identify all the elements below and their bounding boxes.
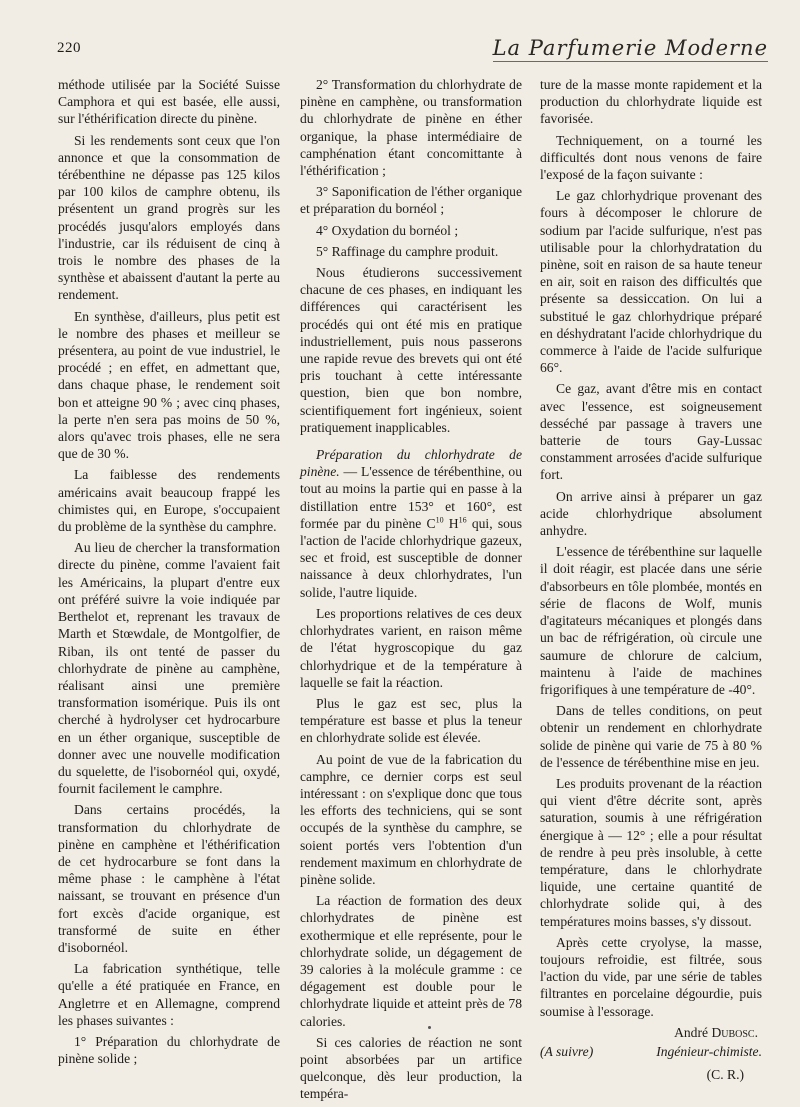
paragraph: La réaction de formation des deux chlorhydrates de pinène est exothermique et elle représente, pour le chlorhydrate solide, un dégagement de 39 calories à la molécule gramme : ce dégagement est double pour le chlorhydrate liquide et atteint près de 78 calories. (300, 893, 522, 1029)
paragraph-text: H (443, 515, 459, 531)
paragraph: On arrive ainsi à préparer un gaz acide chlorhydrique absolument anhydre. (540, 488, 762, 539)
paragraph: La fabrication synthétique, telle qu'elle a été pratiquée en France, en Angletrre et en Allemagne, comprend les phases suivantes : (58, 961, 280, 1028)
paragraph: En synthèse, d'ailleurs, plus petit est le nombre des phases et meilleur se présentera, au point de vue industriel, le procédé ; en effet, en admettant que, dans chaque phase, le rendement soit bon et atteigne 90 % ; avec cinq phases, la perte n'en sera pas moins de 50 %, alors qu'avec trois phases, elle ne sera que de 30 %. (58, 308, 280, 462)
list-item: 3° Saponification de l'éther organique et préparation du bornéol ; (300, 184, 522, 217)
initials: (C. R.) (706, 1067, 744, 1083)
paragraph: Si ces calories de réaction ne sont point absorbées par un artifice quelconque, dès leur production, la tempéra- (300, 1034, 522, 1102)
paragraph: Techniquement, on a tourné les difficultés dont nous venons de faire l'exposé de la façon suivante : (540, 132, 762, 183)
section-paragraph (300, 446, 522, 601)
paragraph: Ce gaz, avant d'être mis en contact avec l'essence, est soigneusement desséché par passage à travers une batterie de tours Gay-Lussac constamment arrosées d'acide sulfurique fort. (540, 381, 762, 483)
column-2 (300, 76, 522, 1107)
dash: — (339, 464, 362, 480)
paragraph: Les produits provenant de la réaction qui vient d'être décrite sont, après saturation, soumis à une réfrigération énergique à — 12° ; elle a pour résultat de rendre à peu près insoluble, à cette température, dans le chlorhydrate liquide, une certaine quantité de chlorhydrate solide qui, à des températures moins basses, s'y dissout. (540, 775, 762, 929)
list-item: 1° Préparation du chlorhydrate de pinène solide ; (58, 1033, 280, 1067)
paragraph: Le gaz chlorhydrique provenant des fours à décomposer le chlorure de sodium par l'acide sulfurique, n'est pas utilisable pour la chlorhydratation du pinène, soit en raison de sa haute teneur en air, soit en raison des difficultés que présente sa dessiccation. On lui a substitué le gaz chlorhydrique préparé en déshydratant l'acide chlorhydrique du commerce à l'aide de l'acide sulfurique 66°. (540, 188, 762, 376)
paragraph: Après cette cryolyse, la masse, toujours refroidie, est filtrée, sous l'action du vide, par une série de tables filtrantes en porcelaine dégourdie, puis soumise à l'essorage. (540, 934, 762, 1019)
paragraph: Au lieu de chercher la transformation directe du pinène, comme l'avaient fait les Américains, la plupart d'entre eux ont préféré suivre la voie indiquée par Berthelot et, reprenant les travaux de Marth et Stœwdale, de Montgolfier, de Riban, ils ont tenté de passer du chlorhydrate de pinène au camphène, réalisant ainsi une première transformation isomérique. Puis ils ont cherché à hydrolyser cet hydrocarbure en un éther organique, susceptible de donner avec une nouvelle modification du squelette, de l'isobornéol qui, oxydé, fournit facilement le camphre. (58, 540, 280, 797)
signature-row (540, 1043, 762, 1060)
author-first-name: André (674, 1024, 712, 1040)
paragraph: ture de la masse monte rapidement et la production du chlorhydrate liquide est favorisée. (540, 77, 762, 127)
paragraph: La faiblesse des rendements américains avait beaucoup frappé les chimistes qui, en Europe, s'occupaient du problème de la synthèse du camphre. (58, 467, 280, 535)
paragraph: Au point de vue de la fabrication du camphre, ce dernier corps est seul intéressant : on s'explique donc que tous les efforts des techniciens, qui se sont occupés de la synthèse du camphre, se soient portés vers l'obtention d'un rendement maximum en chlorhydrate de pinène solide. (300, 751, 522, 887)
superscript: 10 (435, 515, 444, 525)
author-last-name: Dubosc. (711, 1024, 758, 1040)
page-dot (428, 1026, 431, 1029)
column-1 (58, 76, 280, 1071)
author-role: Ingénieur-chimiste. (656, 1043, 762, 1059)
paragraph-text: qui, sous l'action de l'acide chlorhydrique gazeux, sec et froid, est susceptible de donner naissance à deux chlorhydrates, l'un solide, l'autre liquide. (300, 515, 522, 600)
paragraph: Nous étudierons successivement chacune de ces phases, en indiquant les différences qui caractérisent les procédés qui ont été mis en pratique industriellement, puis nous passerons une rapide revue des brevets qui ont été pris touchant à cette intéressante question, bien que bon nombre, scientifiquement fort ingénieux, soient pratiquement inapplicables. (300, 265, 522, 435)
paragraph-text: L'essence de térébenthine, ou tout au moins la partie qui en passe à la distillation entre 153° et 160°, est formée par du pinène C (300, 464, 522, 531)
list-item: 2° Transformation du chlorhydrate de pinène en camphène, ou transformation du chlorhydrate de pinène en éther organique, la phase intermédiaire de camphénation étant concomittante à l'éthérification ; (300, 77, 522, 179)
page-number: 220 (57, 40, 81, 56)
paragraph: Plus le gaz est sec, plus la température est basse et plus la teneur en chlorhydrate solide est élevée. (300, 695, 522, 746)
paragraph: Dans de telles conditions, on peut obtenir un rendement en chlorhydrate solide de pinène qui varie de 75 à 80 % de l'essence de térébenthine mise en jeu. (540, 703, 762, 770)
author-name (540, 1024, 762, 1041)
list-item: 4° Oxydation du bornéol ; (316, 222, 459, 238)
paragraph: méthode utilisée par la Société Suisse Camphora et qui est basée, elle aussi, sur l'éthérification directe du pinène. (58, 77, 280, 127)
journal-title: La Parfumerie Moderne (492, 36, 768, 60)
paragraph: Si les rendements sont ceux que l'on annonce et que la consommation de térébenthine ne dépasse pas 125 kilos par 100 kilos de camphre obtenu, ils présentent un grand progrès sur les procédés jusqu'alors employés dans l'industrie, car ils réduisent de cinq à trois le nombre des phases de la synthèse et abaissent d'autant la perte au rendement. (58, 132, 280, 303)
paragraph: L'essence de térébenthine sur laquelle il doit réagir, est placée dans une série d'absorbeurs en tôle plombée, montés en série de flacons de Wolf, munis d'agitateurs mécaniques et plongés dans un bac de réfrigération, où circule une saumure de chlorure de calcium, maintenu à l'aide de machines frigorifiques à une température de -40°. (540, 544, 762, 697)
paragraph: Dans certains procédés, la transformation du chlorhydrate de pinène en camphène et l'éthérification de cet hydrocarbure se font dans la même phase : le camphène à l'état naissant, se trouvant en présence d'un fort excès d'acide organique, est transformé de suite en éther d'isobornéol. (58, 802, 280, 955)
column-3 (540, 76, 762, 1083)
to-be-continued: (A suivre) (540, 1043, 594, 1059)
superscript: 16 (458, 515, 467, 525)
list-item: 5° Raffinage du camphre produit. (316, 243, 499, 259)
paragraph: Les proportions relatives de ces deux chlorhydrates varient, en raison même de l'état hygroscopique du gaz chlorhydrique et de la température à laquelle se fait la réaction. (300, 605, 522, 690)
section-title: Préparation du chlorhydrate de pinène. (300, 447, 522, 480)
author-signature (540, 1024, 762, 1041)
